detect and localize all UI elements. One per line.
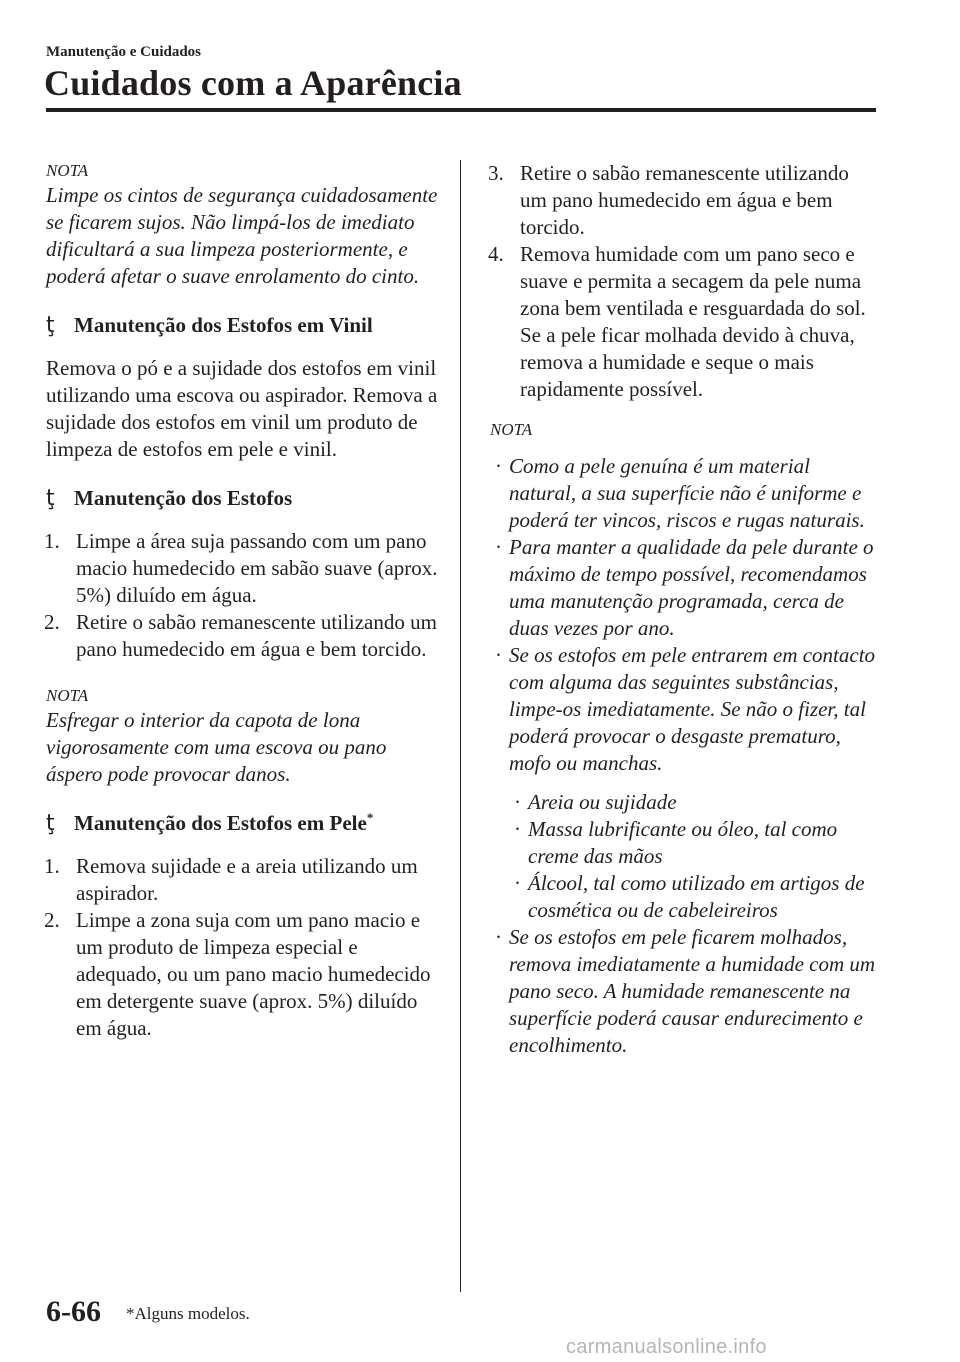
paragraph-vinil: Remova o pó e a sujidade dos estofos em vinil utilizando uma escova ou aspirador. Remova a sujidade dos estofos em vinil um produto de limpeza de estofos em pele e vinil. [46, 356, 438, 461]
bullet-item: · Se os estofos em pele entrarem em contacto com alguma das seguintes substâncias, limpe-os imediatamente. Se não o fizer, tal poderá provocar o desgaste prematuro, mofo ou manchas. [495, 643, 876, 775]
section-heading-vinil: ţ Manutenção dos Estofos em Vinil [46, 313, 373, 338]
bullet-dot-icon: · [495, 535, 502, 559]
section-label: Manutenção e Cuidados [46, 44, 202, 60]
sub-bullet-item: · Álcool, tal como utilizado em artigos de cosmética ou de cabeleireiros [514, 871, 865, 922]
column-divider [460, 160, 461, 1292]
section-heading-estofos: ţ Manutenção dos Estofos [46, 486, 293, 511]
section-heading-pele: ţ Manutenção dos Estofos em Pele* [46, 810, 374, 836]
list-item: 2. Retire o sabão remanescente utilizando um pano humedecido em água e bem torcido. [44, 610, 437, 661]
bullet-dot-icon: · [514, 817, 521, 841]
heading-marker-icon: ţ [46, 486, 55, 511]
heading-marker-icon: ţ [46, 313, 55, 338]
bullet-dot-icon: · [495, 643, 502, 667]
page-title: Cuidados com a Aparência [44, 63, 462, 103]
page-number: 6-66 [46, 1295, 101, 1328]
nota-label: NOTA [490, 420, 533, 439]
list-item: 2. Limpe a zona suja com um pano macio e um produto de limpeza especial e adequado, ou um pano macio humedecido em detergente suave (aprox. 5%) diluído em água. [44, 908, 431, 1040]
nota-text: Limpe os cintos de segurança cuidadosamente se ficarem sujos. Não limpá-los de imediato dificultará a sua limpeza posteriormente, e poderá afetar o suave enrolamento do cinto. [46, 183, 438, 288]
bullet-dot-icon: · [495, 454, 502, 478]
watermark: carmanualsonline.info [566, 1336, 767, 1358]
bullet-dot-icon: · [514, 871, 521, 895]
list-item: 4. Remova humidade com um pano seco e suave e permita a secagem da pele numa zona bem ventilada e resguardada do sol. Se a pele ficar molhada devido à chuva, remova a humidade e seque o mais rapidamente possível. [488, 242, 866, 401]
right-column [490, 160, 880, 1059]
bullet-item: · Para manter a qualidade da pele durante o máximo de tempo possível, recomendamos uma manutenção programada, cerca de duas vezes por ano. [495, 535, 874, 640]
footnote-mark: * [366, 810, 374, 825]
bullet-dot-icon: · [495, 925, 502, 949]
list-item: 1. Remova sujidade e a areia utilizando um aspirador. [44, 854, 418, 905]
footnote: *Alguns modelos. [126, 1304, 250, 1323]
bullet-item: · Se os estofos em pele ficarem molhados, remova imediatamente a humidade com um pano seco. A humidade remanescente na superfície poderá causar endurecimento e encolhimento. [495, 925, 876, 1057]
left-column [46, 160, 438, 1042]
bullet-dot-icon: · [514, 790, 521, 814]
bullet-item: · Como a pele genuína é um material natural, a sua superfície não é uniforme e poderá ter vincos, riscos e rugas naturais. [495, 454, 865, 532]
nota-label: NOTA [46, 161, 89, 180]
header-rule [46, 108, 876, 112]
heading-marker-icon: ţ [46, 811, 55, 836]
sub-bullet-item: · Massa lubrificante ou óleo, tal como creme das mãos [514, 817, 838, 868]
sub-bullet-item: · Areia ou sujidade [514, 790, 677, 814]
nota-text: Esfregar o interior da capota de lona vigorosamente com uma escova ou pano áspero pode provocar danos. [46, 708, 387, 786]
nota-label: NOTA [46, 686, 89, 705]
list-item: 1. Limpe a área suja passando com um pano macio humedecido em sabão suave (aprox. 5%) diluído em água. [44, 529, 438, 607]
list-item: 3. Retire o sabão remanescente utilizando um pano humedecido em água e bem torcido. [488, 161, 849, 239]
